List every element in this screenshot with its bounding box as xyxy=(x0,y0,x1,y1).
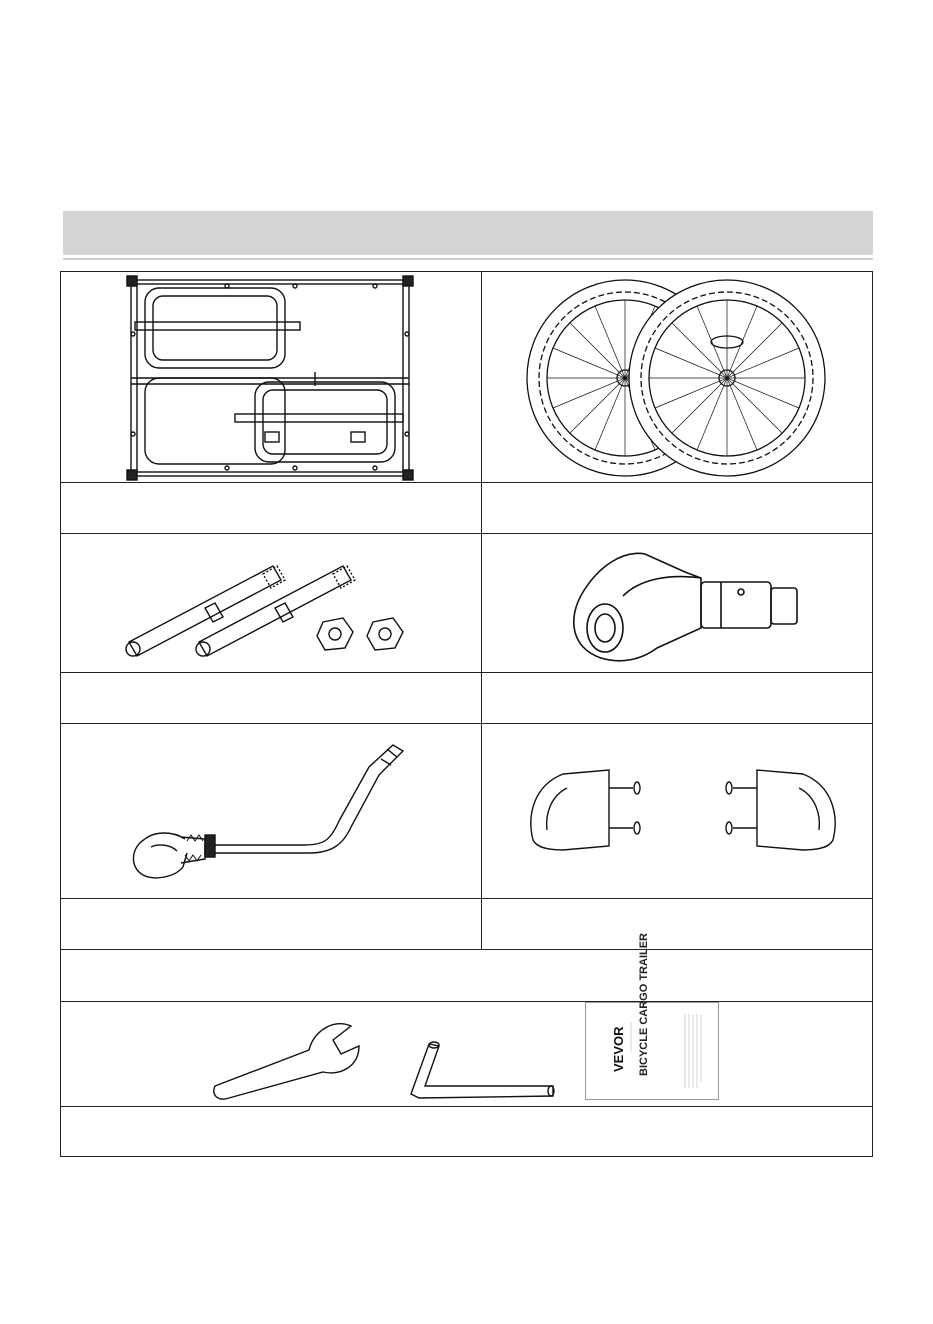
bumpers-bolts-icon xyxy=(523,766,843,852)
section-banner xyxy=(63,211,873,255)
tow-bar-icon xyxy=(125,735,445,885)
row-divider xyxy=(61,898,872,899)
hitch-connector-icon xyxy=(561,548,801,668)
column-divider xyxy=(481,272,482,950)
hex-key-icon xyxy=(401,1036,557,1102)
trailer-frame-icon xyxy=(125,274,415,482)
row-divider xyxy=(61,482,872,483)
axles-nuts-icon xyxy=(123,550,423,662)
row-divider xyxy=(61,1001,872,1002)
row-divider xyxy=(61,949,872,950)
row-divider xyxy=(61,1106,872,1107)
manual-title: BICYCLE CARGO TRAILER xyxy=(638,933,650,1076)
row-divider xyxy=(61,533,872,534)
manual-brand: VEVOR xyxy=(611,1026,626,1072)
parts-table xyxy=(60,271,873,1157)
wrench-icon xyxy=(209,1010,365,1100)
banner-underline xyxy=(63,258,873,260)
manual-icon xyxy=(585,933,719,1100)
wheels-icon xyxy=(523,276,841,480)
row-divider xyxy=(61,672,872,673)
row-divider xyxy=(61,723,872,724)
